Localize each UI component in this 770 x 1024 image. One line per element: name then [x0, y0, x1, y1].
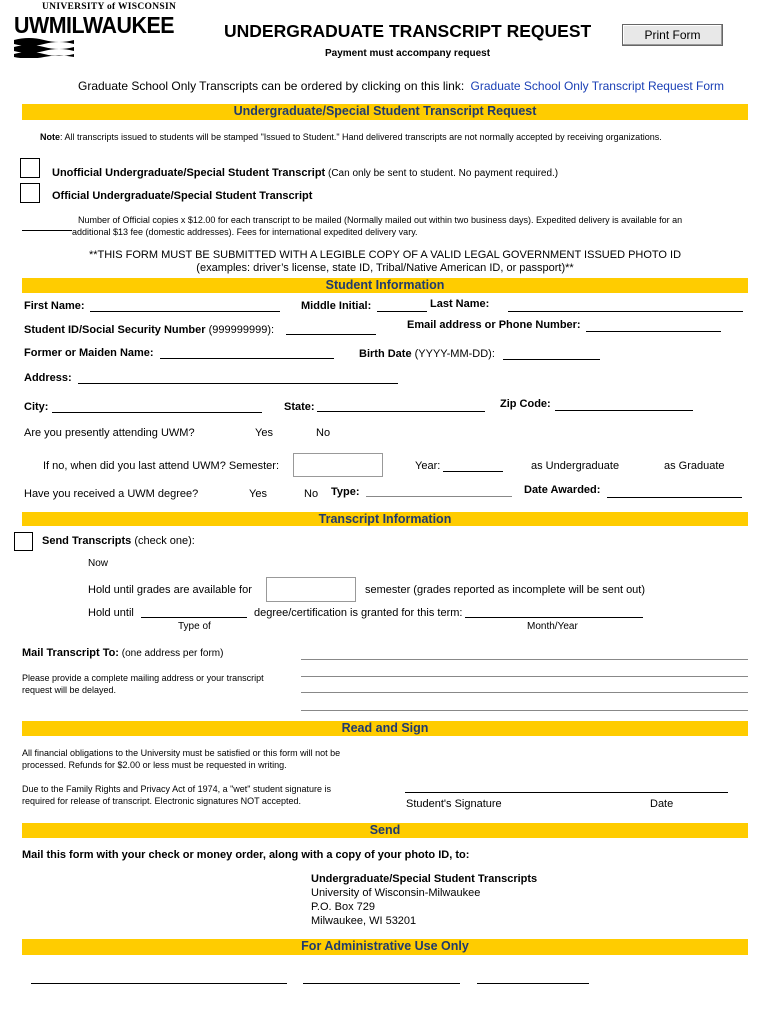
birth-date-format: (YYYY-MM-DD):: [411, 348, 495, 360]
send-instruction: Mail this form with your check or money order, along with a copy of your photo ID, to:: [22, 849, 470, 861]
page-title: UNDERGRADUATE TRANSCRIPT REQUEST: [224, 21, 592, 41]
mail-to-label: Mail Transcript To:: [22, 647, 119, 659]
note-body: : All transcripts issued to students will be stamped "Issued to Student." Hand delivered transcripts are not normally accepted by receiving organizations.: [60, 132, 662, 142]
birth-date-field[interactable]: [503, 359, 600, 360]
mail-address-line-2[interactable]: [301, 676, 748, 677]
section-send: Send: [22, 823, 748, 838]
logo-flag-icon: [14, 36, 74, 58]
section-undergrad-request: Undergraduate/Special Student Transcript Request: [22, 104, 748, 120]
state-label: State:: [284, 401, 315, 413]
as-undergrad-option[interactable]: as Undergraduate: [531, 460, 620, 472]
first-name-label: First Name:: [24, 300, 85, 312]
official-label: Official Undergraduate/Special Student Transcript: [52, 190, 313, 202]
print-form-button[interactable]: Print Form: [622, 24, 723, 46]
mail-address-line-4[interactable]: [301, 710, 748, 711]
signature-caption: Student's Signature: [406, 798, 502, 810]
admin-field-1[interactable]: [31, 983, 287, 984]
hold-until-option[interactable]: Hold until: [88, 607, 134, 619]
as-grad-option[interactable]: as Graduate: [664, 460, 725, 472]
date-awarded-label: Date Awarded:: [524, 484, 601, 496]
mail-to-note-line1: Please provide a complete mailing address or your transcript: [22, 673, 264, 683]
degree-term-field[interactable]: [465, 617, 643, 618]
unofficial-label: Unofficial Undergraduate/Special Student Transcript: [52, 167, 326, 179]
degree-question: Have you received a UWM degree?: [24, 488, 199, 500]
page-subtitle: Payment must accompany request: [325, 48, 491, 59]
mail-to-hint: (one address per form): [118, 648, 224, 659]
semester-field[interactable]: [293, 453, 383, 477]
ferpa-note-line1: Due to the Family Rights and Privacy Act of 1974, a "wet" student signature is: [22, 784, 332, 794]
mail-address-line-1[interactable]: [301, 659, 748, 660]
financial-note-line2: processed. Refunds for $2.00 or less must be requested in writing.: [22, 760, 287, 770]
copies-line2: additional $13 fee (domestic addresses). Fees for international expedited delivery vary.: [72, 227, 418, 237]
note-label: Note: [40, 132, 60, 142]
signature-field[interactable]: [405, 792, 728, 793]
admin-field-3[interactable]: [477, 983, 589, 984]
financial-note-line1: All financial obligations to the University must be satisfied or this form will not be: [22, 748, 341, 758]
degree-yes-option[interactable]: Yes: [249, 488, 267, 500]
month-year-caption: Month/Year: [527, 621, 578, 632]
zip-field[interactable]: [555, 410, 693, 411]
send-transcripts-checkbox[interactable]: [14, 532, 33, 551]
send-now-option[interactable]: Now: [88, 558, 109, 569]
email-field[interactable]: [586, 331, 721, 332]
email-label: Email address or Phone Number:: [407, 319, 581, 331]
section-admin-use: For Administrative Use Only: [22, 939, 748, 955]
last-name-field[interactable]: [508, 311, 743, 312]
address-label: Address:: [24, 372, 72, 384]
year-field[interactable]: [443, 471, 503, 472]
unofficial-option: [52, 167, 558, 179]
address-field[interactable]: [78, 383, 398, 384]
ferpa-note-line2: required for release of transcript. Electronic signatures NOT accepted.: [22, 796, 301, 806]
student-id-label: Student ID/Social Security Number: [24, 324, 206, 336]
send-address-line2: University of Wisconsin-Milwaukee: [311, 887, 481, 899]
section-read-sign: Read and Sign: [22, 721, 748, 736]
first-name-field[interactable]: [90, 311, 280, 312]
send-transcripts-label-group: [42, 535, 195, 547]
logo-main-text: UWMILWAUKEE: [14, 12, 175, 38]
year-label: Year:: [415, 460, 441, 472]
university-logo: [12, 2, 190, 58]
unofficial-detail: (Can only be sent to student. No payment required.): [325, 168, 559, 179]
student-id-label-group: [24, 324, 274, 336]
student-id-field[interactable]: [286, 334, 376, 335]
degree-type-hold-field[interactable]: [141, 617, 247, 618]
grad-school-text: [78, 79, 724, 93]
admin-field-2[interactable]: [303, 983, 460, 984]
date-caption: Date: [650, 798, 674, 810]
zip-label: Zip Code:: [500, 398, 551, 410]
degree-type-field[interactable]: [366, 496, 512, 497]
official-checkbox[interactable]: [20, 183, 40, 203]
degree-no-option[interactable]: No: [304, 488, 319, 500]
middle-initial-field[interactable]: [377, 311, 427, 312]
last-name-label: Last Name:: [430, 298, 490, 310]
city-label: City:: [24, 401, 49, 413]
type-of-caption: Type of: [178, 621, 211, 632]
copies-line1: Number of Official copies x $12.00 for each transcript to be mailed (Normally mailed out within two business days). Expedited delivery is available for an: [78, 215, 683, 225]
degree-granted-text: degree/certification is granted for this term:: [254, 607, 463, 619]
grad-school-link[interactable]: Graduate School Only Transcript Request Form: [470, 79, 724, 93]
last-attend-question: If no, when did you last attend UWM? Semester:: [43, 460, 280, 472]
copies-field[interactable]: [22, 230, 72, 231]
attending-question: Are you presently attending UWM?: [24, 427, 195, 439]
send-address-line4: Milwaukee, WI 53201: [311, 915, 417, 927]
former-name-field[interactable]: [160, 358, 334, 359]
section-student-info: Student Information: [22, 278, 748, 293]
attending-yes-option[interactable]: Yes: [255, 427, 273, 439]
degree-type-label: Type:: [331, 486, 360, 498]
section-transcript-info: Transcript Information: [22, 512, 748, 526]
middle-initial-label: Middle Initial:: [301, 300, 372, 312]
unofficial-checkbox[interactable]: [20, 158, 40, 178]
hold-grades-option[interactable]: Hold until grades are available for: [88, 584, 252, 596]
mail-to-label-group: [22, 647, 223, 659]
id-notice-line1: **THIS FORM MUST BE SUBMITTED WITH A LEGIBLE COPY OF A VALID LEGAL GOVERNMENT ISSUED PHOTO ID: [88, 249, 682, 261]
birth-date-label: Birth Date: [359, 348, 412, 360]
logo-top-text: UNIVERSITY of WISCONSIN: [42, 2, 177, 12]
hold-grades-note: semester (grades reported as incomplete will be sent out): [365, 584, 646, 596]
send-transcripts-label: Send Transcripts: [42, 535, 132, 547]
mail-address-line-3[interactable]: [301, 692, 748, 693]
send-transcripts-hint: (check one):: [131, 535, 195, 547]
birth-date-label-group: [359, 348, 495, 360]
state-field[interactable]: [317, 411, 485, 412]
id-notice-line2: (examples: driver’s license, state ID, Tribal/Native American ID, or passport)**: [196, 262, 574, 274]
mail-to-note-line2: request will be delayed.: [22, 685, 117, 695]
city-field[interactable]: [52, 412, 262, 413]
date-awarded-field[interactable]: [607, 497, 742, 498]
attending-no-option[interactable]: No: [316, 427, 331, 439]
note-text: [40, 132, 662, 142]
send-address-line1: Undergraduate/Special Student Transcripts: [311, 873, 538, 885]
send-address-line3: P.O. Box 729: [311, 901, 376, 913]
hold-grades-semester-field[interactable]: [266, 577, 356, 602]
former-name-label: Former or Maiden Name:: [24, 347, 154, 359]
student-id-format: (999999999):: [205, 324, 275, 336]
grad-school-label: Graduate School Only Transcripts can be ordered by clicking on this link:: [78, 79, 465, 93]
